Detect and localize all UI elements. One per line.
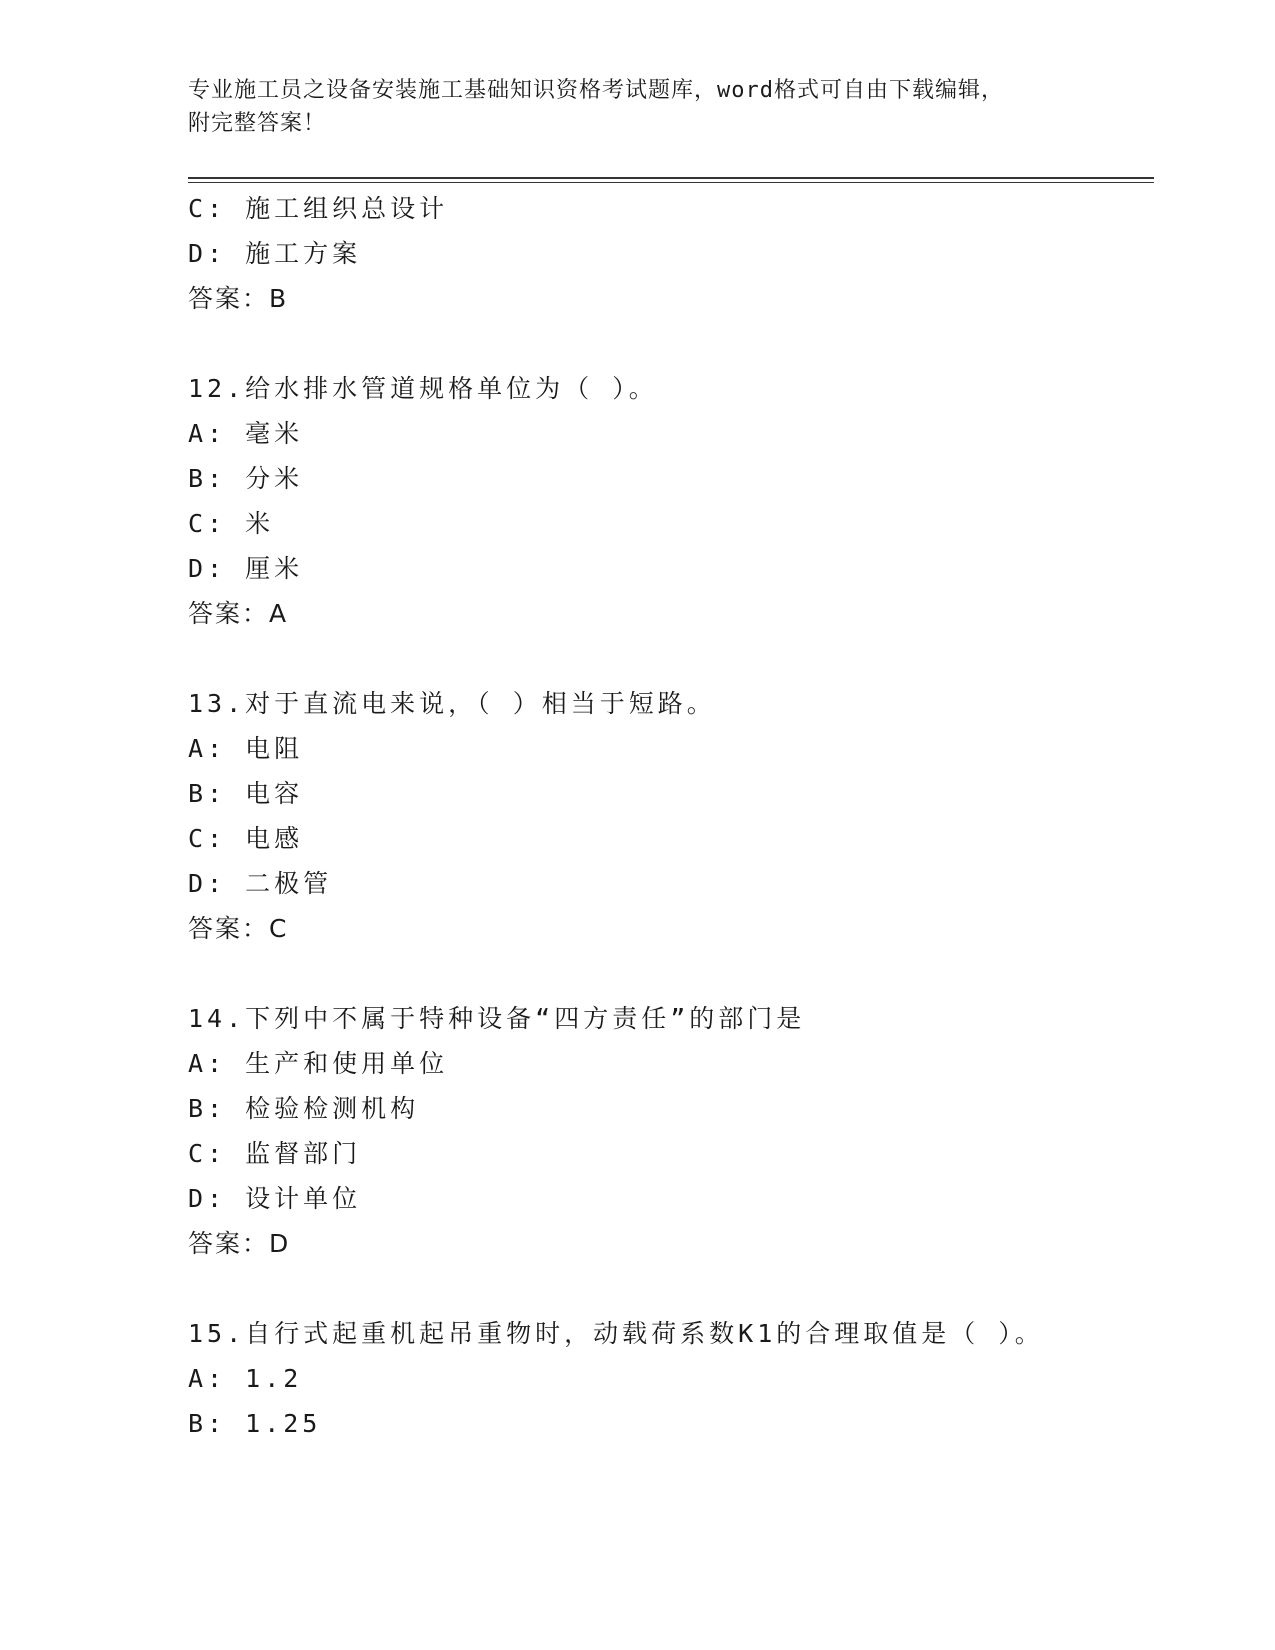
q12-stem: 12.给水排水管道规格单位为（ ）。 <box>188 374 658 403</box>
header-line-1: 专业施工员之设备安装施工基础知识资格考试题库，word格式可自由下载编辑， <box>188 78 1004 103</box>
q13-option-b: B: 电容 <box>188 779 304 808</box>
q15-option-a: A: 1.2 <box>188 1364 303 1393</box>
header-divider-thin <box>188 182 1154 183</box>
q12-answer: 答案：A <box>188 599 289 628</box>
q13-stem: 13.对于直流电来说，（ ）相当于短路。 <box>188 689 716 718</box>
q13-option-c: C: 电感 <box>188 824 304 853</box>
document-header <box>188 74 1088 140</box>
q13-answer: 答案：C <box>188 914 289 943</box>
q14-answer: 答案：D <box>188 1229 291 1258</box>
q11-option-d: D: 施工方案 <box>188 239 362 268</box>
q13-option-d: D: 二极管 <box>188 869 333 898</box>
q12-option-b: B: 分米 <box>188 464 304 493</box>
header-divider-thick <box>188 177 1154 179</box>
q11-answer: 答案：B <box>188 284 289 313</box>
q14-option-a: A: 生产和使用单位 <box>188 1049 449 1078</box>
q14-option-b: B: 检验检测机构 <box>188 1094 420 1123</box>
q14-option-d: D: 设计单位 <box>188 1184 362 1213</box>
q12-option-a: A: 毫米 <box>188 419 304 448</box>
q12-option-d: D: 厘米 <box>188 554 304 583</box>
q14-stem: 14.下列中不属于特种设备“四方责任”的部门是 <box>188 1004 806 1033</box>
q11-option-c: C: 施工组织总设计 <box>188 194 449 223</box>
q14-option-c: C: 监督部门 <box>188 1139 362 1168</box>
q12-option-c: C: 米 <box>188 509 275 538</box>
q13-option-a: A: 电阻 <box>188 734 304 763</box>
q15-option-b: B: 1.25 <box>188 1409 322 1438</box>
header-line-2: 附完整答案！ <box>188 111 327 136</box>
q15-stem: 15.自行式起重机起吊重物时，动载荷系数K1的合理取值是（ ）。 <box>188 1319 1044 1348</box>
